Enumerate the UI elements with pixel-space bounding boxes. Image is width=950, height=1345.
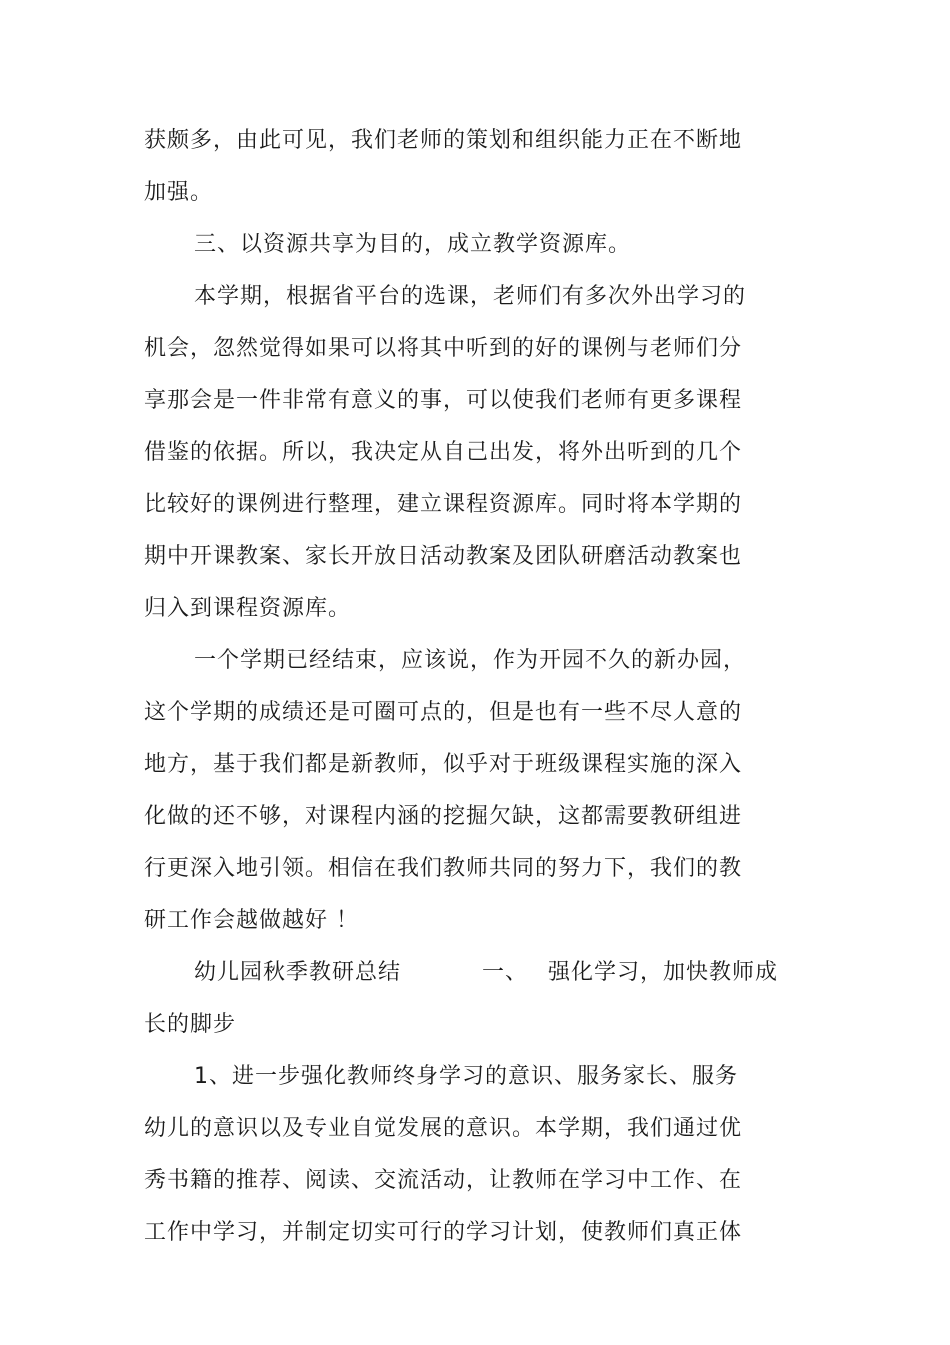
section-number: 一、: [482, 960, 529, 985]
text-line: 机会，忽然觉得如果可以将其中听到的好的课例与老师们分: [144, 336, 743, 361]
section-title: 强化学习，加快教师成: [548, 960, 779, 985]
text-line: 工作中学习，并制定切实可行的学习计划，使教师们真正体: [144, 1220, 743, 1245]
text-line: 享那会是一件非常有意义的事，可以使我们老师有更多课程: [144, 388, 743, 413]
text-line: 获颇多，由此可见，我们老师的策划和组织能力正在不断地: [144, 128, 743, 153]
text-line: 比较好的课例进行整理，建立课程资源库。同时将本学期的: [144, 492, 743, 517]
text-line: 地方，基于我们都是新教师，似乎对于班级课程实施的深入: [144, 752, 743, 777]
text-line: 借鉴的依据。所以，我决定从自己出发，将外出听到的几个: [144, 440, 743, 465]
text-line: 一个学期已经结束，应该说，作为开园不久的新办园，: [194, 648, 747, 673]
text-line: 加强。: [144, 180, 214, 205]
text-line: 秀书籍的推荐、阅读、交流活动，让教师在学习中工作、在: [144, 1168, 743, 1193]
text-line: 幼儿的意识以及专业自觉发展的意识。本学期，我们通过优: [144, 1116, 743, 1141]
text-line: 这个学期的成绩还是可圈可点的，但是也有一些不尽人意的: [144, 700, 743, 725]
text-line: 1、进一步强化教师终身学习的意识、服务家长、服务: [194, 1064, 738, 1089]
summary-title: 幼儿园秋季教研总结: [194, 960, 402, 985]
text-line: 长的脚步: [144, 1012, 237, 1037]
text-line: 本学期，根据省平台的选课，老师们有多次外出学习的: [194, 284, 747, 309]
text-line: 化做的还不够，对课程内涵的挖掘欠缺，这都需要教研组进: [144, 804, 743, 829]
text-line: 行更深入地引领。相信在我们教师共同的努力下，我们的教: [144, 856, 743, 881]
text-line: 归入到课程资源库。: [144, 596, 352, 621]
summary-title-line: [194, 958, 794, 988]
text-line: 研工作会越做越好 ！: [144, 908, 359, 933]
text-line: 期中开课教案、家长开放日活动教案及团队研磨活动教案也: [144, 544, 743, 569]
section-heading: 三、以资源共享为目的，成立教学资源库。: [194, 232, 632, 257]
